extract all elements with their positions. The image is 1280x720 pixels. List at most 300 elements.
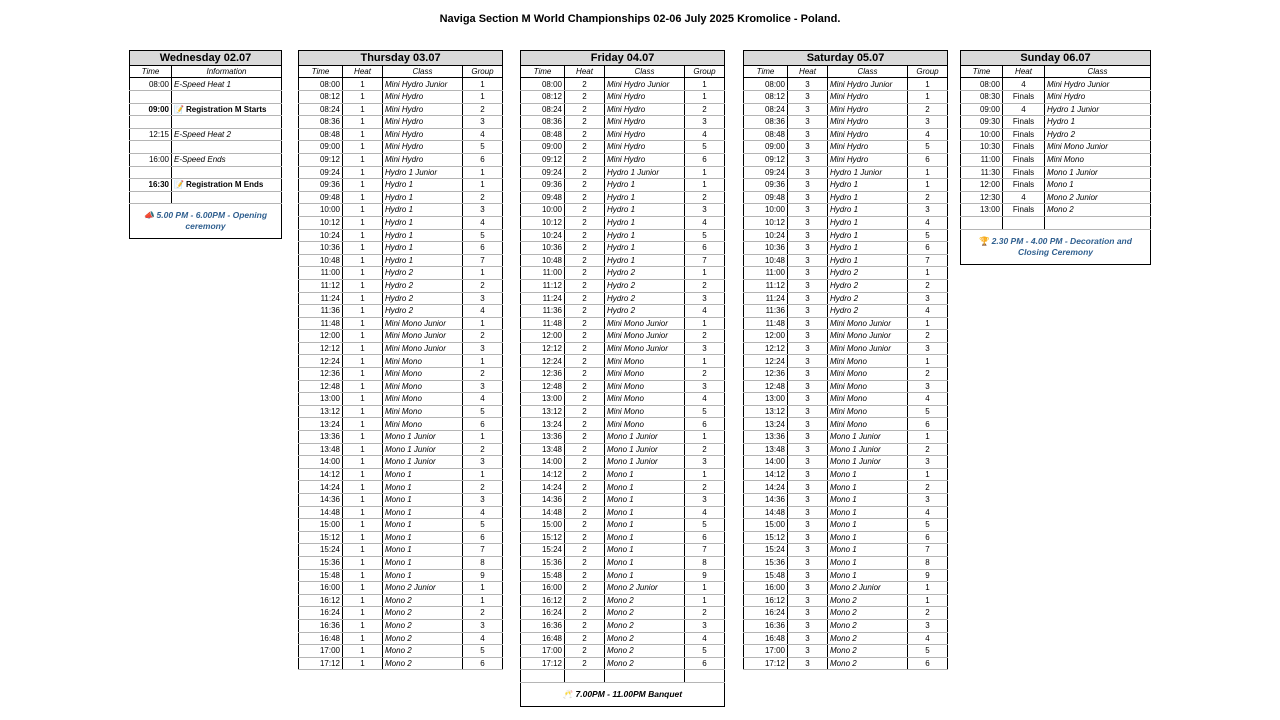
table-row (299, 179, 503, 192)
table-row (521, 216, 725, 229)
time-cell: 16:12 (299, 594, 343, 607)
heat-cell: 3 (788, 141, 828, 154)
table-row (299, 204, 503, 217)
group-cell: 2 (685, 368, 725, 381)
class-cell: Mini Hydro (383, 128, 463, 141)
class-cell: Mini Mono Junior (605, 342, 685, 355)
class-cell: Mono 1 (605, 519, 685, 532)
table-row (299, 368, 503, 381)
table-row (299, 254, 503, 267)
time-cell: 14:12 (744, 468, 788, 481)
group-cell: 4 (463, 393, 503, 406)
group-cell: 1 (908, 355, 948, 368)
heat-cell: 1 (343, 607, 383, 620)
table-row (521, 279, 725, 292)
heat-cell: 1 (343, 305, 383, 318)
table-row (744, 267, 948, 280)
heat-cell: 1 (343, 267, 383, 280)
time-cell: 09:00 (521, 141, 565, 154)
class-cell: Mini Mono (383, 418, 463, 431)
class-cell: Hydro 1 (383, 242, 463, 255)
group-cell: 3 (463, 619, 503, 632)
heat-cell: 2 (565, 267, 605, 280)
time-cell: 15:00 (744, 519, 788, 532)
class-cell: Mini Mono (383, 355, 463, 368)
class-cell: Mini Hydro (605, 103, 685, 116)
table-row (961, 166, 1151, 179)
table-row (130, 116, 282, 129)
time-cell: 16:00 (521, 582, 565, 595)
class-cell: Hydro 1 (383, 204, 463, 217)
table-row (521, 556, 725, 569)
table-row (744, 355, 948, 368)
heat-cell: 2 (565, 368, 605, 381)
time-cell: 10:36 (299, 242, 343, 255)
heat-cell: Finals (1003, 204, 1045, 217)
group-cell: 3 (908, 380, 948, 393)
heat-cell: 3 (788, 229, 828, 242)
time-cell: 15:48 (299, 569, 343, 582)
class-cell: Mono 1 (383, 519, 463, 532)
time-cell: 09:48 (744, 191, 788, 204)
heat-cell: 4 (1003, 103, 1045, 116)
class-cell: Hydro 1 (605, 242, 685, 255)
time-cell: 15:12 (744, 531, 788, 544)
class-cell: Mini Mono (383, 380, 463, 393)
col-header-heat: Heat (343, 66, 383, 78)
group-cell: 1 (463, 431, 503, 444)
group-cell: 4 (908, 632, 948, 645)
group-cell: 5 (908, 519, 948, 532)
class-cell: Hydro 1 (828, 216, 908, 229)
class-cell: Mono 1 (605, 531, 685, 544)
heat-cell: 2 (565, 619, 605, 632)
time-cell: 16:24 (299, 607, 343, 620)
empty-cell (605, 670, 685, 683)
closing-ceremony-note (961, 229, 1151, 264)
class-cell: Mini Mono Junior (383, 330, 463, 343)
info-cell (172, 191, 282, 204)
day-header: Wednesday 02.07 (130, 51, 282, 66)
table-row (744, 330, 948, 343)
table-row (744, 380, 948, 393)
table-row (521, 519, 725, 532)
class-cell: Mini Hydro (383, 153, 463, 166)
empty-cell (685, 670, 725, 683)
time-cell: 12:24 (521, 355, 565, 368)
col-header-class: Class (383, 66, 463, 78)
group-cell: 4 (685, 506, 725, 519)
info-cell (172, 91, 282, 104)
time-cell: 12:00 (521, 330, 565, 343)
group-cell: 7 (685, 544, 725, 557)
group-cell: 4 (685, 393, 725, 406)
time-cell: 09:00 (744, 141, 788, 154)
group-cell: 2 (685, 330, 725, 343)
heat-cell: 3 (788, 330, 828, 343)
time-cell: 14:00 (744, 456, 788, 469)
day-header: Thursday 03.07 (299, 51, 503, 66)
col-header-class: Class (828, 66, 908, 78)
class-cell: Hydro 1 (1045, 116, 1151, 129)
heat-cell: 1 (343, 254, 383, 267)
time-cell: 14:00 (299, 456, 343, 469)
class-cell (1045, 216, 1151, 229)
time-cell: 15:48 (521, 569, 565, 582)
table-row (744, 607, 948, 620)
group-cell: 6 (685, 657, 725, 670)
time-cell: 17:12 (299, 657, 343, 670)
table-row (744, 569, 948, 582)
class-cell: Mono 1 (605, 506, 685, 519)
class-cell: Mini Hydro (828, 91, 908, 104)
table-row (299, 141, 503, 154)
table-row (521, 267, 725, 280)
class-cell: Hydro 1 (828, 254, 908, 267)
table-row (130, 141, 282, 154)
group-cell: 1 (908, 582, 948, 595)
class-cell: Mono 1 (383, 468, 463, 481)
heat-cell: 3 (788, 355, 828, 368)
class-cell: Hydro 1 (605, 229, 685, 242)
heat-cell: 2 (565, 78, 605, 91)
table-row (744, 632, 948, 645)
table-row (299, 191, 503, 204)
heat-cell: 1 (343, 380, 383, 393)
table-row (521, 657, 725, 670)
group-cell: 9 (908, 569, 948, 582)
class-cell: Mono 2 Junior (828, 582, 908, 595)
class-cell: Mono 1 (605, 481, 685, 494)
time-cell: 10:00 (744, 204, 788, 217)
class-cell: Mono 1 (605, 468, 685, 481)
table-row (744, 443, 948, 456)
class-cell: Mini Mono (828, 393, 908, 406)
table-row (521, 91, 725, 104)
group-cell: 8 (685, 556, 725, 569)
class-cell: Mini Hydro (1045, 91, 1151, 104)
table-row (744, 544, 948, 557)
class-cell: Mono 2 (605, 607, 685, 620)
class-cell: Mini Hydro Junior (828, 78, 908, 91)
class-cell: Mini Mono (383, 368, 463, 381)
time-cell: 10:12 (299, 216, 343, 229)
heat-cell: Finals (1003, 116, 1045, 129)
group-cell: 2 (685, 443, 725, 456)
class-cell: Mono 1 (828, 494, 908, 507)
heat-cell: 2 (565, 229, 605, 242)
group-cell: 6 (463, 153, 503, 166)
table-row (299, 292, 503, 305)
time-cell: 15:24 (744, 544, 788, 557)
heat-cell: 1 (343, 418, 383, 431)
time-cell: 12:36 (744, 368, 788, 381)
table-row (744, 191, 948, 204)
class-cell: Mono 1 (383, 556, 463, 569)
heat-cell: 3 (788, 78, 828, 91)
heat-cell: 3 (788, 368, 828, 381)
heat-cell: 2 (565, 242, 605, 255)
megaphone-icon: 📣 (143, 210, 155, 221)
time-cell: 11:36 (299, 305, 343, 318)
heat-cell: 1 (343, 317, 383, 330)
time-cell: 14:12 (299, 468, 343, 481)
cheers-icon: 🥂 (562, 688, 574, 699)
class-cell: Hydro 1 (828, 191, 908, 204)
table-row (744, 254, 948, 267)
day-header: Sunday 06.07 (961, 51, 1151, 66)
heat-cell: 3 (788, 456, 828, 469)
table-row (744, 657, 948, 670)
heat-cell: 1 (343, 179, 383, 192)
group-cell: 2 (908, 443, 948, 456)
table-row (299, 229, 503, 242)
class-cell: Mono 2 (828, 594, 908, 607)
heat-cell: 1 (343, 191, 383, 204)
table-row (961, 103, 1151, 116)
time-cell: 12:15 (130, 128, 172, 141)
time-cell: 13:36 (299, 431, 343, 444)
table-row (744, 531, 948, 544)
col-header-time: Time (744, 66, 788, 78)
table-row (744, 594, 948, 607)
heat-cell: Finals (1003, 141, 1045, 154)
class-cell: Mono 1 Junior (828, 431, 908, 444)
page-title: Naviga Section M World Championships 02-06 July 2025 Kromolice - Poland. (439, 13, 841, 25)
class-cell: Mono 1 Junior (383, 443, 463, 456)
table-row (521, 355, 725, 368)
class-cell: Mono 2 (605, 619, 685, 632)
time-cell: 13:24 (744, 418, 788, 431)
time-cell: 13:12 (299, 405, 343, 418)
time-cell: 12:36 (521, 368, 565, 381)
time-cell: 15:48 (744, 569, 788, 582)
time-cell: 12:24 (299, 355, 343, 368)
col-header-time: Time (299, 66, 343, 78)
time-cell: 16:12 (744, 594, 788, 607)
time-cell: 10:48 (299, 254, 343, 267)
class-cell: Hydro 1 (383, 191, 463, 204)
time-cell: 08:12 (521, 91, 565, 104)
class-cell: Mono 2 (828, 607, 908, 620)
time-cell: 12:12 (521, 342, 565, 355)
time-cell: 13:00 (521, 393, 565, 406)
group-cell: 2 (685, 481, 725, 494)
col-header-group: Group (908, 66, 948, 78)
table-row (744, 431, 948, 444)
table-row (521, 103, 725, 116)
table-row (744, 494, 948, 507)
time-cell: 08:12 (299, 91, 343, 104)
group-cell: 4 (463, 216, 503, 229)
class-cell: Hydro 2 (605, 305, 685, 318)
table-row (744, 229, 948, 242)
info-text: Registration M Starts (185, 104, 267, 114)
time-cell: 09:30 (961, 116, 1003, 129)
heat-cell: 2 (565, 632, 605, 645)
table-row (299, 582, 503, 595)
table-row (744, 645, 948, 658)
group-cell: 6 (908, 657, 948, 670)
table-row (961, 128, 1151, 141)
table-row (299, 619, 503, 632)
col-header-time: Time (961, 66, 1003, 78)
time-cell: 14:24 (521, 481, 565, 494)
group-cell: 7 (908, 544, 948, 557)
trophy-icon: 🏆 (979, 235, 990, 246)
time-cell: 12:00 (744, 330, 788, 343)
heat-cell: 2 (565, 645, 605, 658)
group-cell: 1 (463, 317, 503, 330)
time-cell: 16:48 (744, 632, 788, 645)
table-row (299, 468, 503, 481)
group-cell: 3 (908, 116, 948, 129)
heat-cell: 2 (565, 456, 605, 469)
class-cell: Hydro 1 Junior (828, 166, 908, 179)
table-row (744, 393, 948, 406)
class-cell: Hydro 1 (383, 229, 463, 242)
heat-cell: 1 (343, 330, 383, 343)
group-cell: 5 (685, 405, 725, 418)
table-row (521, 128, 725, 141)
group-cell: 1 (463, 582, 503, 595)
class-cell: Mini Mono (605, 418, 685, 431)
group-cell: 1 (908, 431, 948, 444)
heat-cell: 4 (1003, 78, 1045, 91)
heat-cell: 2 (565, 355, 605, 368)
saturday-table (743, 50, 948, 670)
group-cell: 6 (685, 153, 725, 166)
table-row (744, 128, 948, 141)
heat-cell: 2 (565, 393, 605, 406)
class-cell: Mini Hydro (828, 141, 908, 154)
table-row (521, 645, 725, 658)
group-cell: 6 (908, 153, 948, 166)
table-row (299, 116, 503, 129)
table-row (961, 141, 1151, 154)
class-cell: Mini Mono (605, 368, 685, 381)
group-cell: 7 (463, 254, 503, 267)
class-cell: Mini Mono Junior (605, 317, 685, 330)
heat-cell: 2 (565, 607, 605, 620)
group-cell: 3 (908, 292, 948, 305)
time-cell: 11:48 (521, 317, 565, 330)
group-cell: 1 (685, 582, 725, 595)
heat-cell: 3 (788, 179, 828, 192)
table-row (521, 380, 725, 393)
table-row (521, 468, 725, 481)
time-cell: 11:12 (299, 279, 343, 292)
time-cell: 11:12 (521, 279, 565, 292)
time-cell: 15:36 (521, 556, 565, 569)
time-cell: 14:36 (744, 494, 788, 507)
class-cell: Mono 1 (828, 481, 908, 494)
group-cell: 8 (908, 556, 948, 569)
class-cell: Mini Hydro (383, 141, 463, 154)
time-cell: 17:12 (521, 657, 565, 670)
time-cell: 09:00 (130, 103, 172, 116)
class-cell: Mini Mono Junior (1045, 141, 1151, 154)
group-cell: 3 (463, 342, 503, 355)
group-cell: 3 (463, 116, 503, 129)
table-row (744, 368, 948, 381)
class-cell: Mini Mono (828, 368, 908, 381)
group-cell: 8 (463, 556, 503, 569)
group-cell: 3 (908, 494, 948, 507)
table-row (521, 443, 725, 456)
heat-cell: 1 (343, 153, 383, 166)
class-cell: Hydro 2 (828, 267, 908, 280)
heat-cell: 1 (343, 544, 383, 557)
group-cell: 2 (463, 330, 503, 343)
heat-cell: 3 (788, 519, 828, 532)
heat-cell: 1 (343, 166, 383, 179)
class-cell: Hydro 1 Junior (383, 166, 463, 179)
class-cell: Hydro 1 (605, 254, 685, 267)
heat-cell: 3 (788, 191, 828, 204)
heat-cell: 3 (788, 279, 828, 292)
heat-cell: 1 (343, 229, 383, 242)
table-row (744, 166, 948, 179)
group-cell: 2 (908, 191, 948, 204)
table-row (961, 191, 1151, 204)
sunday-table (960, 50, 1151, 265)
time-cell: 13:00 (299, 393, 343, 406)
heat-cell: 3 (788, 116, 828, 129)
table-row (521, 670, 725, 683)
heat-cell: 2 (565, 468, 605, 481)
col-header-heat: Heat (1003, 66, 1045, 78)
opening-ceremony-note (130, 204, 282, 239)
heat-cell: 1 (343, 619, 383, 632)
class-cell: Mono 1 (605, 494, 685, 507)
time-cell: 16:48 (299, 632, 343, 645)
heat-cell: 3 (788, 405, 828, 418)
class-cell: Mono 2 (828, 619, 908, 632)
time-cell: 16:36 (521, 619, 565, 632)
heat-cell: 2 (565, 418, 605, 431)
table-row (299, 166, 503, 179)
table-row (299, 393, 503, 406)
group-cell: 4 (908, 216, 948, 229)
time-cell: 08:00 (961, 78, 1003, 91)
table-row (299, 531, 503, 544)
table-row (299, 330, 503, 343)
group-cell: 6 (685, 242, 725, 255)
group-cell: 6 (463, 531, 503, 544)
group-cell: 2 (685, 191, 725, 204)
time-cell: 10:36 (521, 242, 565, 255)
heat-cell: 1 (343, 242, 383, 255)
time-cell: 09:00 (961, 103, 1003, 116)
table-row (744, 78, 948, 91)
class-cell: Mini Mono (383, 405, 463, 418)
heat-cell: 2 (565, 519, 605, 532)
group-cell: 5 (685, 519, 725, 532)
time-cell: 10:36 (744, 242, 788, 255)
time-cell: 09:24 (744, 166, 788, 179)
time-cell: 12:12 (744, 342, 788, 355)
class-cell: Mono 2 (605, 657, 685, 670)
info-cell (172, 128, 282, 141)
heat-cell: 2 (565, 481, 605, 494)
heat-cell: 1 (343, 645, 383, 658)
group-cell: 6 (463, 418, 503, 431)
heat-cell: 1 (343, 216, 383, 229)
time-cell: 08:36 (299, 116, 343, 129)
table-row (744, 506, 948, 519)
group-cell: 1 (463, 78, 503, 91)
